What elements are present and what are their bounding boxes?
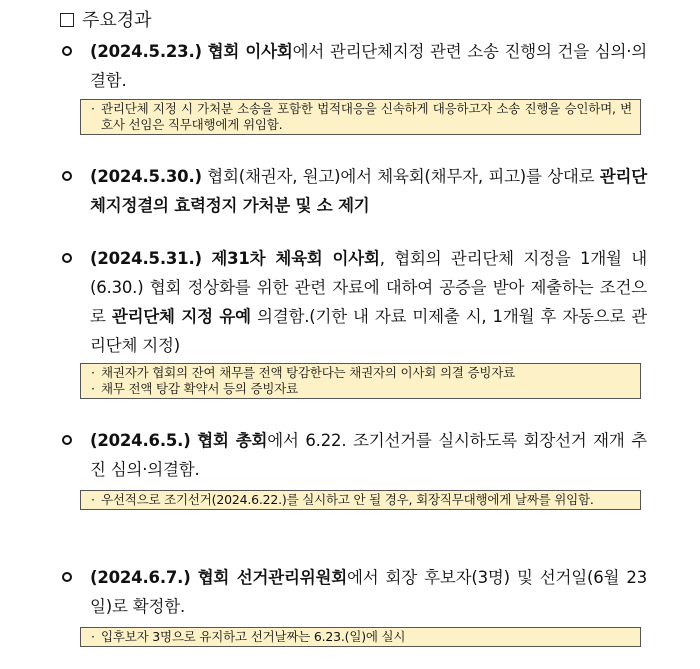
item-date: (2024.6.5.) — [90, 431, 191, 450]
item-text-regular: , 협회의 관리단체 지정을 1개월 내(6.30.) 협회 정상화를 위한 관련 자료에 대하여 공증을 받아 제출하는 조건으로 — [90, 249, 647, 326]
item-text-regular: 에서 6.22. 조기선거를 실시하도록 회장선거 재개 추진 심의·의결함. — [90, 431, 647, 479]
note-text: 관리단체 지정 시 가처분 소송을 포함한 법적대응을 신속하게 대응하고자 소송 진행을 승인하며, 변호사 선임은 직무대행에게 위임함. — [101, 101, 632, 132]
item-text-regular: 에서 관리단체지정 관련 소송 진행의 건을 심의·의결함. — [90, 42, 647, 90]
note-line: · 우선적으로 조기선거(2024.6.22.)를 실시하고 안 될 경우, 회장직무대행에게 날짜를 위임함. — [91, 492, 594, 507]
item-text-bold: 관리단체 지정 유예 — [111, 307, 251, 326]
progress-item — [62, 37, 647, 95]
item-text-bold: 제31차 체육회 이사회 — [211, 249, 380, 268]
section-heading — [60, 8, 152, 34]
note-line: · 채무 전액 탕감 확약서 등의 증빙자료 — [91, 381, 298, 396]
item-date: (2024.5.23.) — [90, 42, 202, 61]
note-box — [80, 99, 641, 135]
note-line: · 입후보자 3명으로 유지하고 선거날짜는 6.23.(일)에 실시 — [91, 629, 406, 644]
circle-bullet-icon — [62, 253, 72, 263]
item-date: (2024.6.7.) — [90, 568, 191, 587]
note-box — [80, 363, 641, 399]
note-text: 채무 전액 탕감 확약서 등의 증빙자료 — [101, 381, 298, 396]
item-text-bold: 협회 총회 — [197, 431, 268, 450]
circle-bullet-icon — [62, 171, 72, 181]
item-text — [90, 426, 647, 484]
progress-item — [62, 162, 647, 220]
item-text-bold: 협회 이사회 — [207, 42, 293, 61]
item-text — [90, 162, 647, 220]
item-date: (2024.5.31.) — [90, 249, 202, 268]
item-date: (2024.5.30.) — [90, 167, 202, 186]
item-text-regular: 협회(채권자, 원고)에서 체육회(채무자, 피고)를 상대로 — [207, 167, 600, 186]
item-text-bold: 관리단체지정결의 효력정지 가처분 및 소 제기 — [90, 167, 647, 215]
item-text-regular: 에서 회장 후보자(3명) 및 선거일(6월 23일)로 확정함. — [90, 568, 647, 616]
note-line: · 관리단체 지정 시 가처분 소송을 포함한 법적대응을 신속하게 대응하고자 소송 진행을 승인하며, 변호사 선임은 직무대행에게 위임함. — [91, 101, 632, 132]
item-text — [90, 37, 647, 95]
section-heading-text: 주요경과 — [82, 10, 152, 31]
note-box — [80, 490, 641, 510]
circle-bullet-icon — [62, 46, 72, 56]
note-line: · 채권자가 협회의 잔여 채무를 전액 탕감한다는 채권자의 이사회 의결 증빙자료 — [91, 365, 515, 380]
note-box — [80, 627, 641, 647]
note-text: 우선적으로 조기선거(2024.6.22.)를 실시하고 안 될 경우, 회장직무대행에게 날짜를 위임함. — [101, 492, 594, 507]
checkbox-square-icon — [60, 13, 74, 27]
circle-bullet-icon — [62, 435, 72, 445]
note-text: 입후보자 3명으로 유지하고 선거날짜는 6.23.(일)에 실시 — [101, 629, 406, 644]
progress-item — [62, 563, 647, 621]
item-text — [90, 244, 647, 360]
note-text: 채권자가 협회의 잔여 채무를 전액 탕감한다는 채권자의 이사회 의결 증빙자료 — [101, 365, 515, 380]
item-text-regular: 의결함.(기한 내 자료 미제출 시, 1개월 후 자동으로 관리단체 지정) — [90, 307, 647, 355]
circle-bullet-icon — [62, 572, 72, 582]
progress-item — [62, 244, 647, 360]
item-text — [90, 563, 647, 621]
item-text-bold: 협회 선거관리위원회 — [197, 568, 347, 587]
progress-item — [62, 426, 647, 484]
